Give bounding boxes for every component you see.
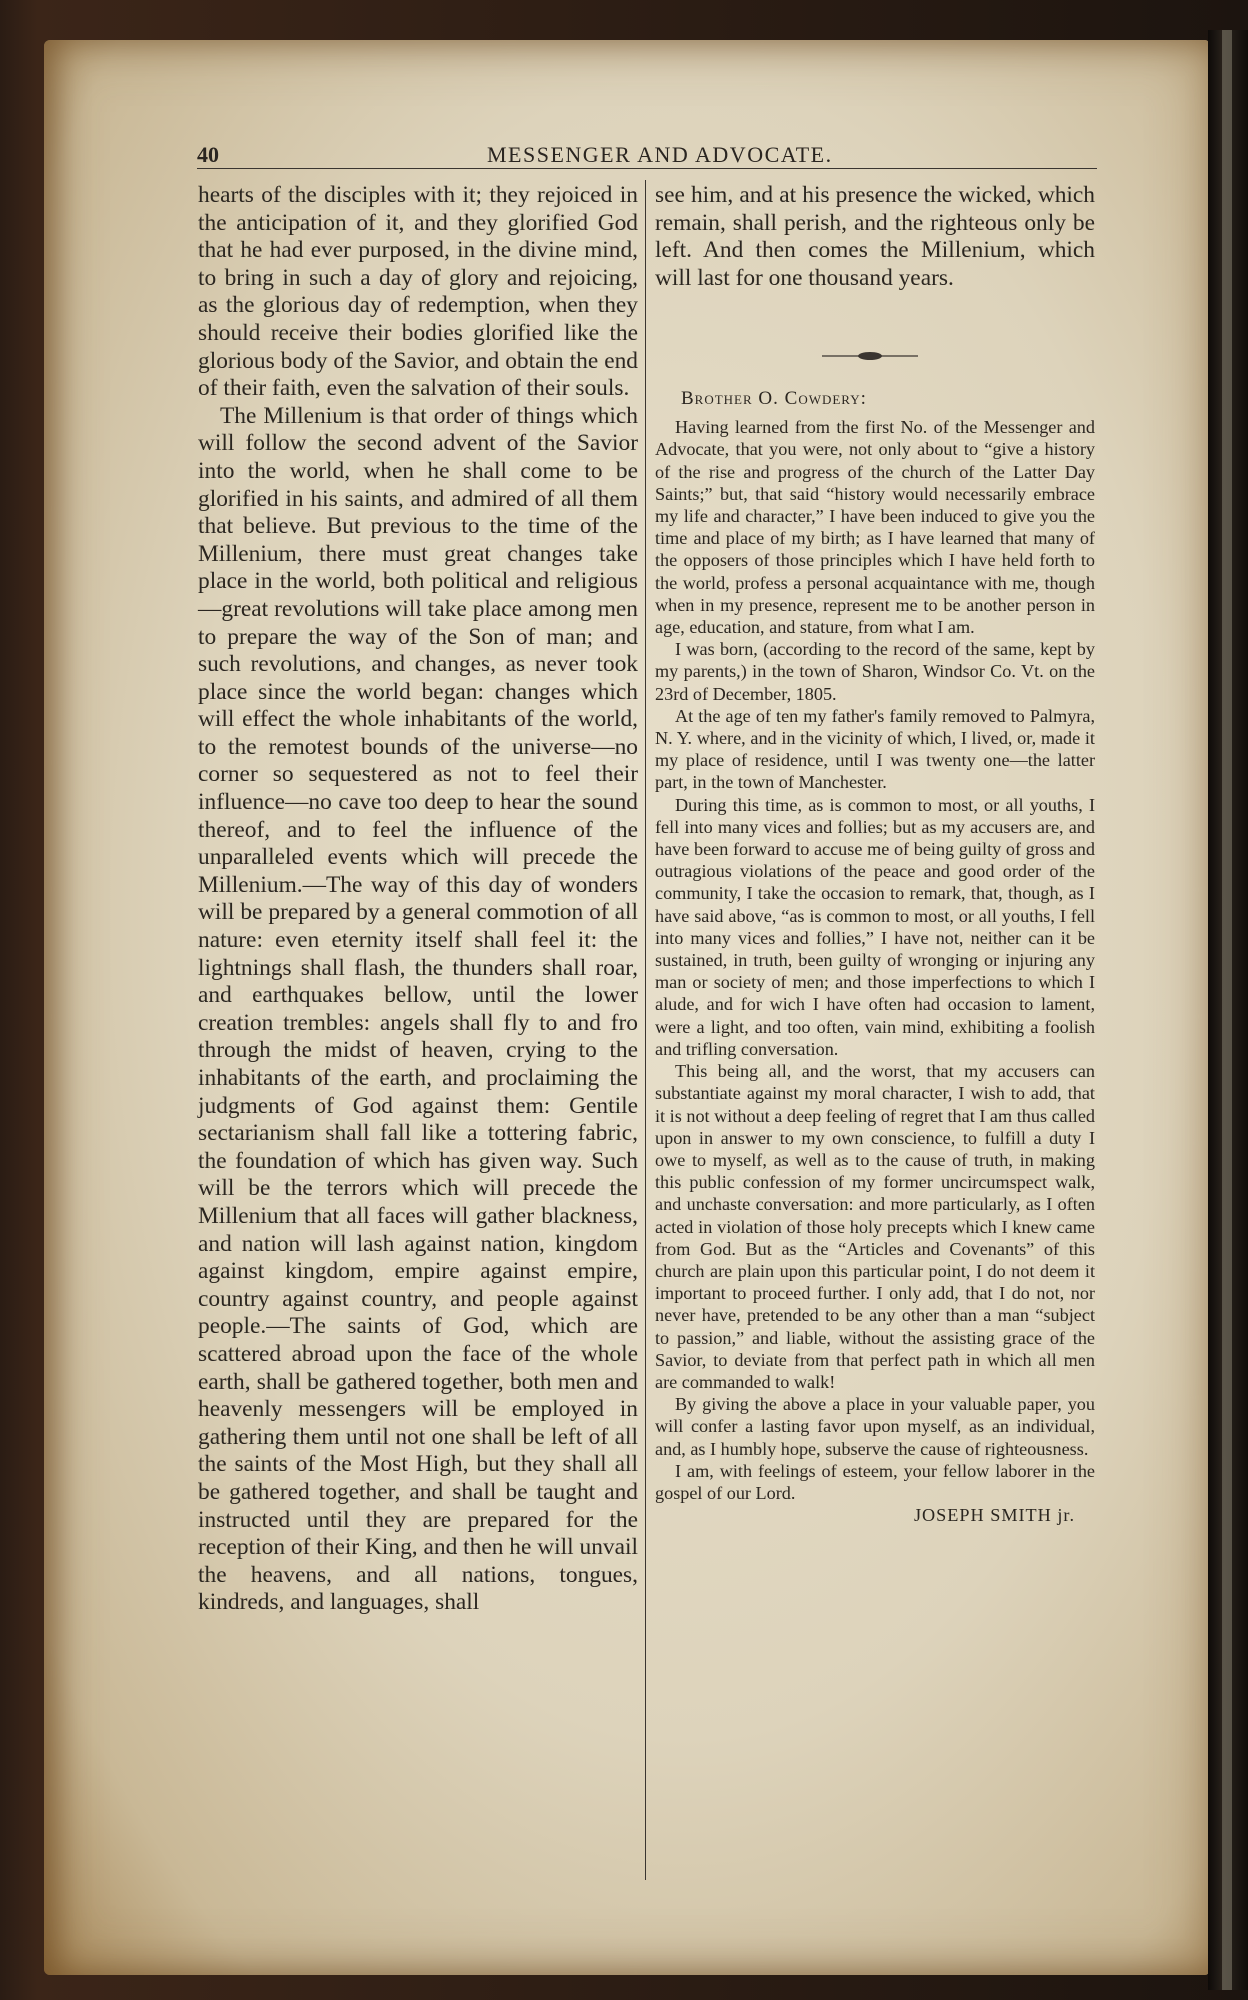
letter-salutation: Brother O. Cowdery: [681, 388, 867, 409]
header-rule [197, 168, 1097, 169]
page-edge [1222, 30, 1232, 1990]
ornament-divider [820, 346, 920, 366]
left-column [198, 182, 638, 1617]
letter-paragraph: This being all, and the worst, that my accusers can substantiate against my moral character, I wish to add, that it is not without a deep feeling of regret that I am thus called upon in answer to my own conscience, to fulfill a duty I owe to myself, as well as to the cause of truth, in making this public confession of my former uncircumspect walk, and unchaste conversation: and more particularly, as I often acted in violation of those holy precepts which I knew came from God. But as the “Articles and Covenants” of this church are plain upon this particular point, I do not deem it important to proceed further. I only add, that I do not, nor never have, pretended to be any other than a man “subject to passion,” and liable, without the assisting grace of the Savior, to deviate from that perfect path in which all men are commanded to walk! [655, 1061, 1095, 1392]
page-header [197, 142, 1097, 170]
paragraph: The Millenium is that order of things which will follow the second advent of the Savior into the world, when he shall come to be glorified in his saints, and admired of all them that believe. But previous to the time of the Millenium, there must great changes take place in the world, both political and religious—great revolutions will take place among men to prepare the way of the Son of man; and such revolutions, and changes, as never took place since the world began: changes which will effect the whole inhabitants of the world, to the remotest bounds of the universe—no corner so sequestered as not to feel their influence—no cave too deep to hear the sound thereof, and to feel the influence of the unparalleled events which will precede the Millenium.—The way of this day of wonders will be prepared by a general commotion of all nature: even eternity itself shall feel it: the lightnings shall flash, the thunders shall roar, and earthquakes bellow, until the lower creation trembles: angels shall fly to and fro through the midst of heaven, crying to the inhabitants of the earth, and proclaiming the judgments of God against them: Gentile sectarianism shall fall like a tottering fabric, the foundation of which has given way. Such will be the terrors which will precede the Millenium that all faces will gather blackness, and nation will lash against nation, kingdom against kingdom, empire against empire, country against country, and people against people.—The saints of God, which are scattered abroad upon the face of the whole earth, shall be gathered together, both men and heavenly messengers will be employed in gathering them until not one shall be left of all the saints of the Most High, but they shall all be gathered together, and shall be taught and instructed until they are prepared for the reception of their King, and then he will unvail the heavens, and all nations, tongues, kindreds, and languages, shall [198, 402, 638, 1616]
letter-paragraph: By giving the above a place in your valuable paper, you will confer a lasting favor upon myself, as an individual, and, as I humbly hope, subserve the cause of righteousness. [655, 1394, 1095, 1459]
paragraph: hearts of the disciples with it; they rejoiced in the anticipation of it, and they glorified God that he had ever purposed, in the divine mind, to bring in such a day of glory and rejoicing, as the glorious day of redemption, when they should receive their bodies glorified like the glorious body of the Savior, and obtain the end of their faith, even the salvation of their souls. [198, 182, 638, 402]
letter-paragraph: I am, with feelings of esteem, your fellow laborer in the gospel of our Lord. [655, 1460, 1095, 1503]
letter-paragraph: At the age of ten my father's family removed to Palmyra, N. Y. where, and in the vicinity of which, I lived, or, made it my place of residence, until I was twenty one—the latter part, in the town of Manchester. [655, 705, 1095, 793]
letter-paragraph: Having learned from the first No. of the Messenger and Advocate, that you were, not only about to “give a history of the rise and progress of the church of the Latter Day Saints;” but, that said “history would necessarily embrace my life and character,” I have been induced to give you the time and place of my birth; as I have learned that many of the opposers of those principles which I have held forth to the world, profess a personal acquaintance with me, though when in my presence, represent me to be another person in age, education, and stature, from what I am. [655, 417, 1095, 638]
paragraph: see him, and at his presence the wicked, which remain, shall perish, and the righteous only be left. And then comes the Millenium, which will last for one thousand years. [655, 182, 1095, 291]
letter [655, 388, 1095, 1526]
letter-signature: JOSEPH SMITH jr. [913, 1505, 1075, 1526]
running-title: MESSENGER AND ADVOCATE. [487, 142, 833, 167]
page-number: 40 [197, 142, 219, 167]
letter-paragraph: I was born, (according to the record of the same, kept by my parents,) in the town of Sharon, Windsor Co. Vt. on the 23rd of December, 1805. [655, 639, 1095, 704]
column-divider [645, 180, 646, 1880]
letter-paragraph: During this time, as is common to most, or all youths, I fell into many vices and follies; but as my accusers are, and have been forward to accuse me of being guilty of gross and outragious violations of the peace and good order of the community, I take the occasion to remark, that, though, as I have said above, “as is common to most, or all youths, I fell into many vices and follies,” I have not, neither can it be sustained, in truth, been guilty of wronging or injuring any man or society of men; and those imperfections to which I alude, and for wich I have often had occasion to lament, were a light, and too often, vain mind, exhibiting a foolish and trifling conversation. [655, 794, 1095, 1059]
right-column-continuation [655, 182, 1095, 292]
